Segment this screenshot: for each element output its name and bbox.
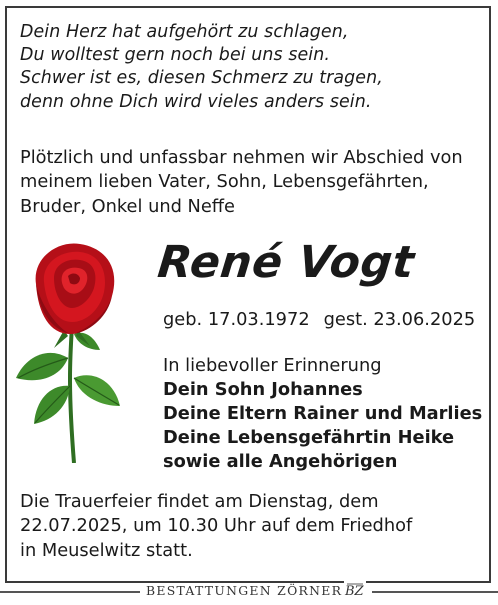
poem <box>20 21 480 114</box>
funeral-notice <box>20 490 490 563</box>
poem-line: Du wolltest gern noch bei uns sein. <box>20 45 330 66</box>
poem-line: denn ohne Dich wird vieles anders sein. <box>20 91 372 112</box>
farewell-line: Bruder, Onkel und Neffe <box>20 195 235 217</box>
deceased-name: René Vogt <box>155 237 417 288</box>
footer-rule-left <box>0 591 140 593</box>
mourner-line: Dein Sohn Johannes <box>163 379 363 400</box>
logo-text: BZ <box>345 584 364 599</box>
mourner-line: Deine Eltern Rainer und Marlies <box>163 403 483 424</box>
farewell-text <box>20 146 490 219</box>
poem-line: Schwer ist es, diesen Schmerz zu tragen, <box>20 68 383 89</box>
birth-date: geb. 17.03.1972 <box>163 309 310 330</box>
mourners <box>163 354 482 474</box>
mourners-intro: In liebevoller Erinnerung <box>163 355 382 376</box>
farewell-line: meinem lieben Vater, Sohn, Lebensgefährten, <box>20 171 429 193</box>
funeral-line: Die Trauerfeier findet am Dienstag, dem <box>20 491 379 512</box>
funeral-line: 22.07.2025, um 10.30 Uhr auf dem Friedhof <box>20 515 413 537</box>
funeral-line: in Meuselwitz statt. <box>20 539 193 561</box>
funeral-home-name: BESTATTUNGEN ZÖRNER <box>140 583 348 599</box>
footer-rule-right <box>372 591 498 593</box>
red-rose-icon <box>8 238 158 463</box>
poem-line: Dein Herz hat aufgehört zu schlagen, <box>20 22 349 42</box>
mourner-line: sowie alle Angehörigen <box>163 451 398 472</box>
farewell-line: Plötzlich und unfassbar nehmen wir Abschied von <box>20 147 463 168</box>
funeral-home-logo <box>344 580 366 600</box>
life-dates <box>163 308 475 332</box>
mourner-line: Deine Lebensgefährtin Heike <box>163 427 455 448</box>
death-date: gest. 23.06.2025 <box>323 309 476 330</box>
